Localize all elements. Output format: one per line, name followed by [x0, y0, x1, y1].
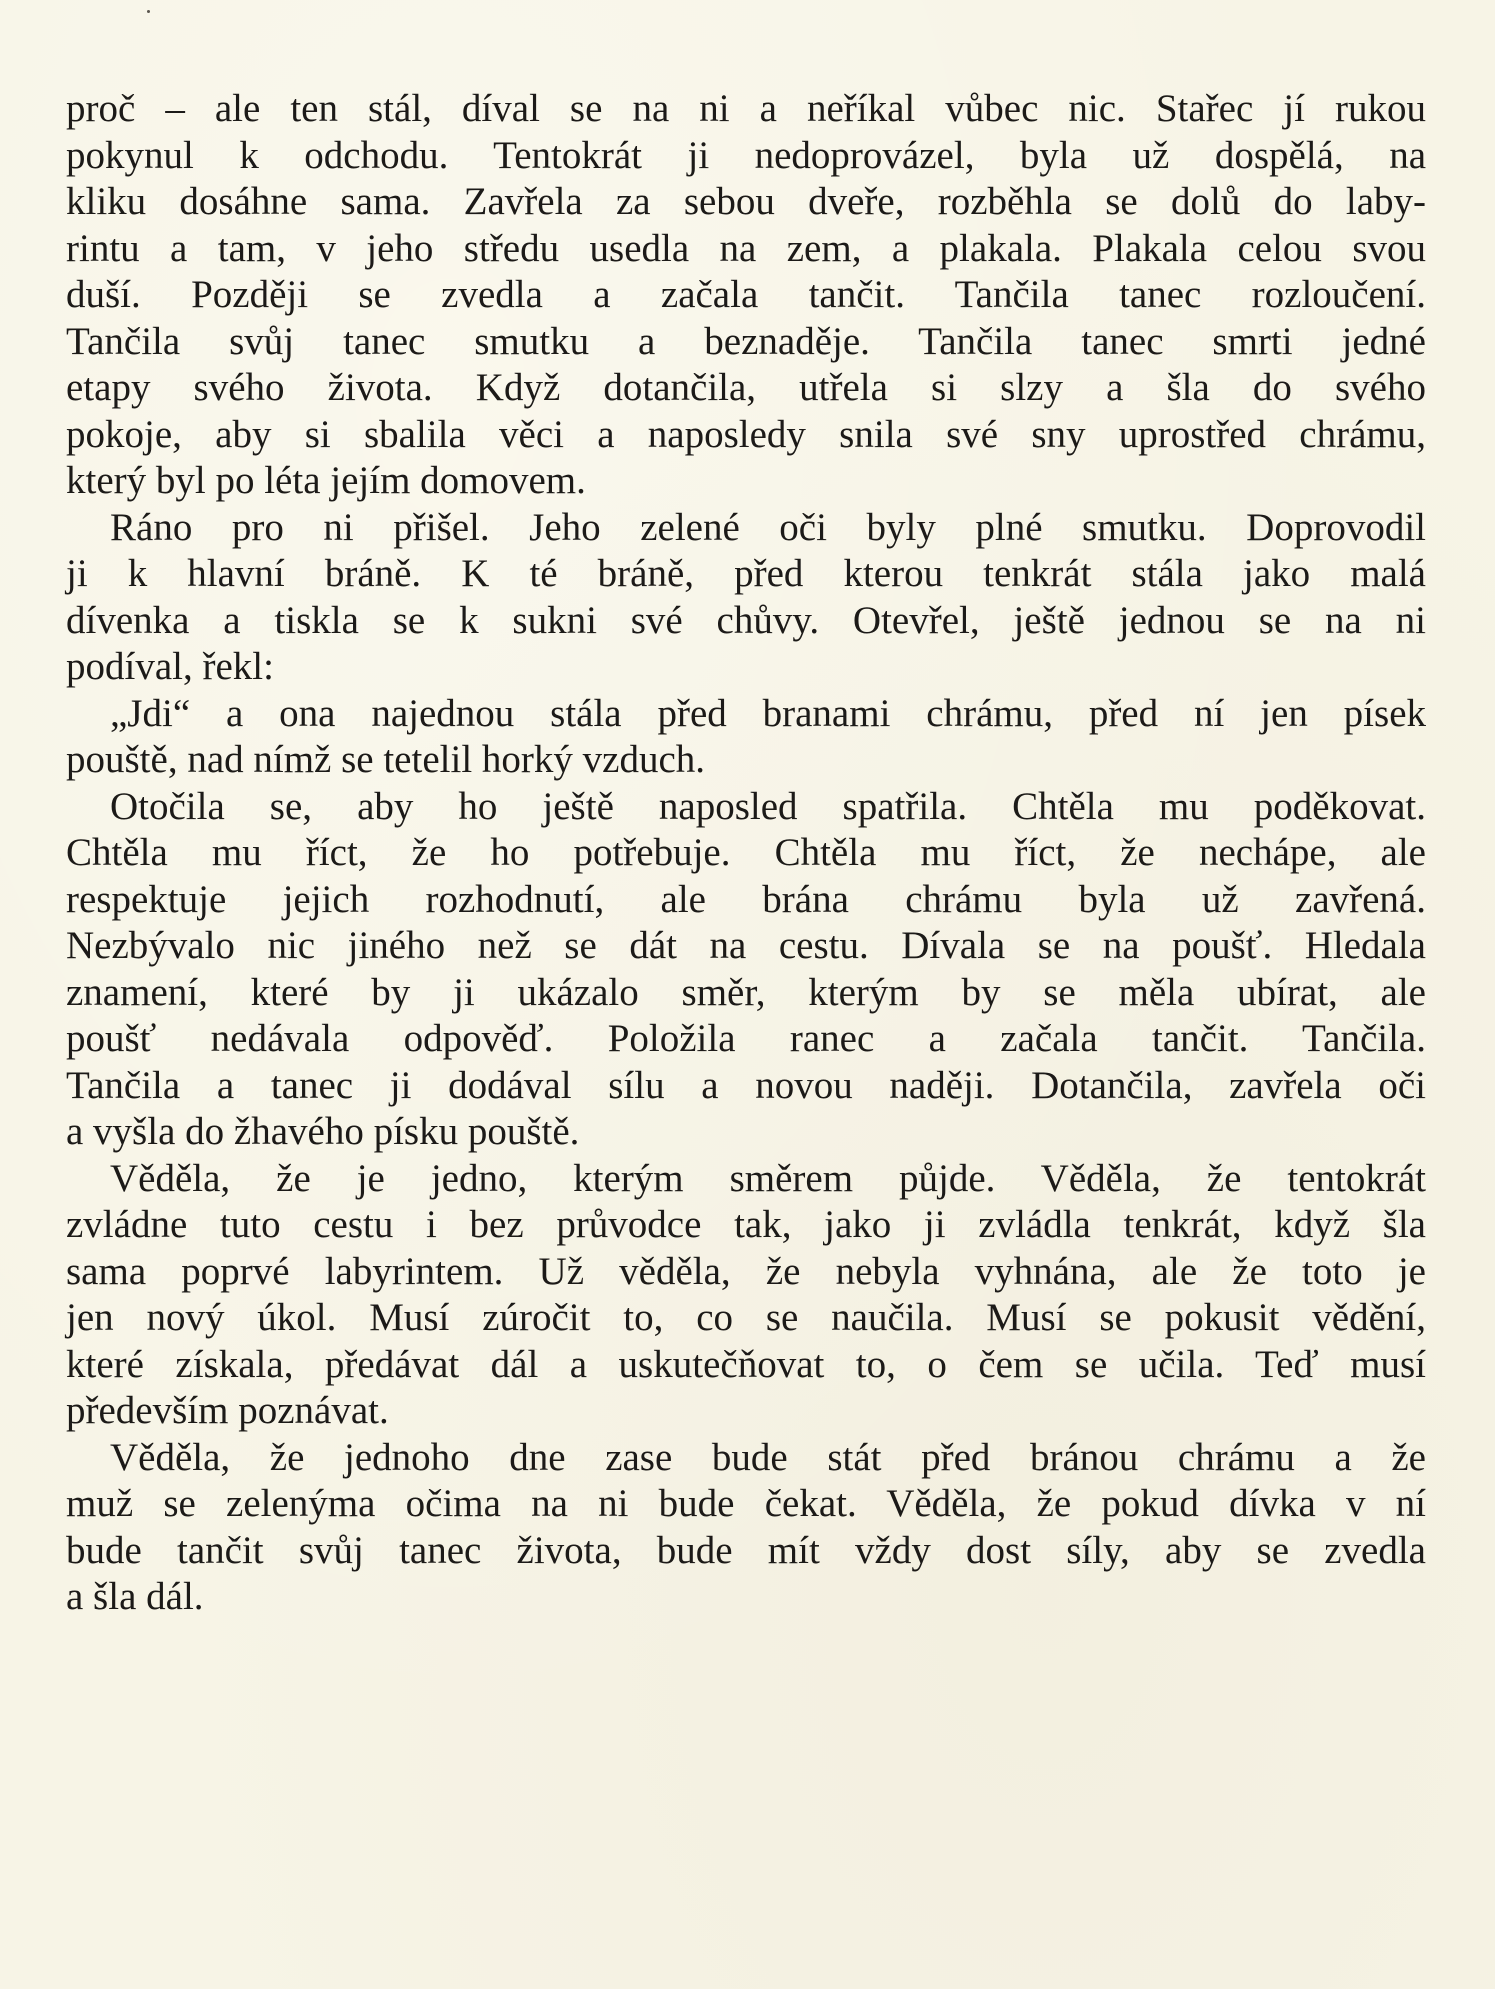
text-line: který byl po léta jejím domovem. [66, 459, 586, 502]
text-line: a šla dál. [66, 1575, 204, 1618]
text-line: Otočila se, aby ho ještě naposled spatřila. Chtěla mu poděkovat. [110, 784, 1426, 828]
text-line: ji k hlavní bráně. K té bráně, před kterou tenkrát stála jako malá [66, 552, 1426, 595]
paragraph [66, 86, 1426, 505]
text-line: kliku dosáhne sama. Zavřela za sebou dveře, rozběhla se dolů do laby- [66, 180, 1426, 223]
text-line: sama poprvé labyrintem. Už věděla, že nebyla vyhnána, ale že toto je [66, 1249, 1426, 1293]
paragraph [66, 505, 1426, 691]
ink-speck [147, 10, 150, 13]
paragraph [66, 1156, 1426, 1435]
text-line: které získala, předávat dál a uskutečňovat to, o čem se učila. Teď musí [66, 1342, 1426, 1386]
text-line: Chtěla mu říct, že ho potřebuje. Chtěla mu říct, že nechápe, ale [66, 831, 1426, 874]
paragraph [66, 691, 1426, 784]
text-line: rintu a tam, v jeho středu usedla na zem, a plakala. Plakala celou svou [66, 226, 1426, 270]
text-line: duší. Později se zvedla a začala tančit. Tančila tanec rozloučení. [66, 273, 1426, 316]
page-text [66, 86, 1426, 1621]
text-line: dívenka a tiskla se k sukni své chůvy. Otevřel, ještě jednou se na ni [66, 598, 1426, 642]
text-line: muž se zelenýma očima na ni bude čekat. Věděla, že pokud dívka v ní [66, 1482, 1426, 1525]
text-line: zvládne tuto cestu i bez průvodce tak, jako ji zvládla tenkrát, když šla [66, 1203, 1426, 1246]
text-line: Nezbývalo nic jiného než se dát na cestu. Dívala se na poušť. Hledala [66, 924, 1426, 967]
text-line: znamení, které by ji ukázalo směr, kterým by se měla ubírat, ale [66, 970, 1426, 1014]
paragraph [66, 1435, 1426, 1621]
text-line: poušť nedávala odpověď. Položila ranec a začala tančit. Tančila. [66, 1017, 1426, 1060]
text-line: bude tančit svůj tanec života, bude mít vždy dost síly, aby se zvedla [66, 1528, 1426, 1572]
text-line: jen nový úkol. Musí zúročit to, co se naučila. Musí se pokusit vědění, [66, 1296, 1426, 1339]
text-line: proč – ale ten stál, díval se na ni a neříkal vůbec nic. Stařec jí rukou [66, 87, 1426, 130]
text-line: podíval, řekl: [66, 645, 274, 688]
text-line: a vyšla do žhavého písku pouště. [66, 1110, 580, 1153]
text-line: respektuje jejich rozhodnutí, ale brána chrámu byla už zavřená. [66, 877, 1426, 921]
text-line: především poznávat. [66, 1389, 389, 1432]
text-line: Tančila svůj tanec smutku a beznaděje. Tančila tanec smrti jedné [66, 319, 1426, 363]
text-line: pokynul k odchodu. Tentokrát ji nedoprovázel, byla už dospělá, na [66, 133, 1426, 177]
text-line: Ráno pro ni přišel. Jeho zelené oči byly plné smutku. Doprovodil [110, 505, 1426, 549]
text-line: pokoje, aby si sbalila věci a naposledy snila své sny uprostřed chrámu, [66, 412, 1426, 456]
text-line: Věděla, že je jedno, kterým směrem půjde. Věděla, že tentokrát [110, 1156, 1426, 1200]
text-line: Tančila a tanec ji dodával sílu a novou naději. Dotančila, zavřela oči [66, 1063, 1426, 1107]
text-line: „Jdi“ a ona najednou stála před branami chrámu, před ní jen písek [110, 691, 1426, 735]
paragraph [66, 784, 1426, 1156]
text-line: Věděla, že jednoho dne zase bude stát před bránou chrámu a že [110, 1435, 1426, 1479]
text-line: pouště, nad nímž se tetelil horký vzduch. [66, 738, 706, 781]
text-line: etapy svého života. Když dotančila, utřela si slzy a šla do svého [66, 366, 1426, 409]
